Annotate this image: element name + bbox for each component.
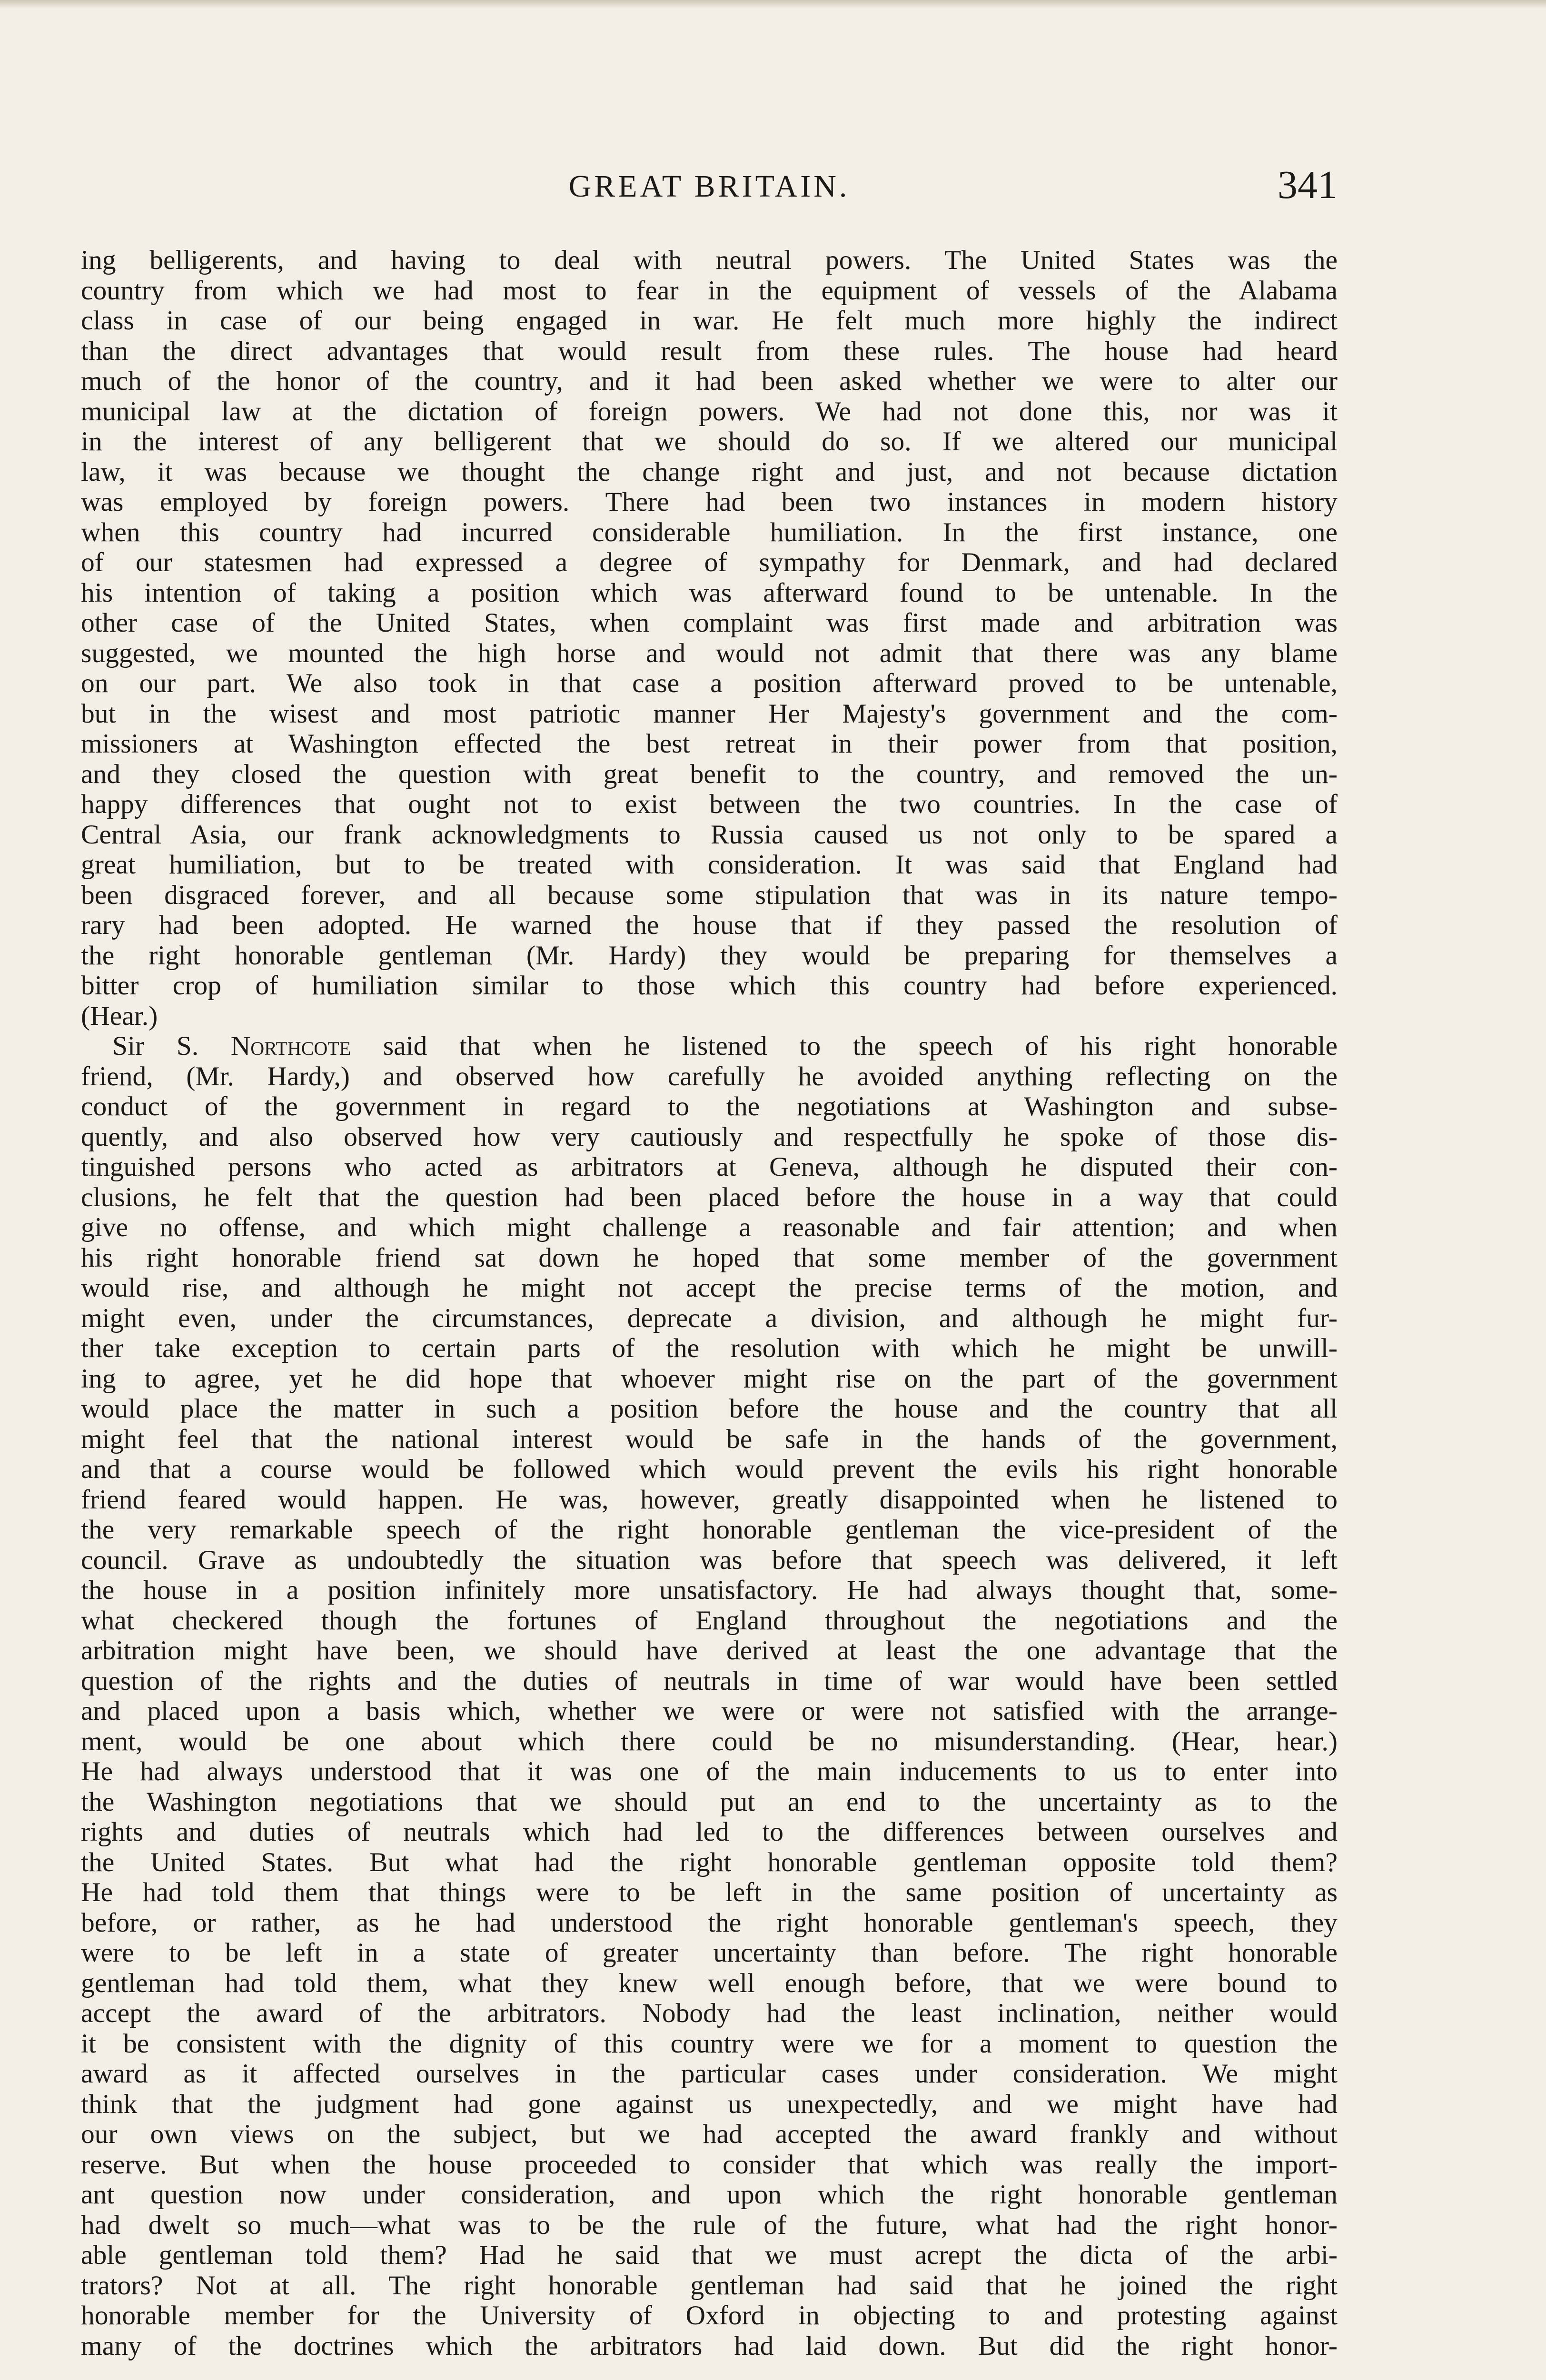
- text-line: the right honorable gentleman (Mr. Hardy) they would be preparing for themselves a: [81, 940, 1338, 971]
- text-line: question of the rights and the duties of neutrals in time of war would have been settled: [81, 1666, 1338, 1696]
- text-line: tinguished persons who acted as arbitrators at Geneva, although he disputed their con-: [81, 1152, 1338, 1182]
- text-line: law, it was because we thought the change right and just, and not because dictation: [81, 456, 1338, 487]
- text-line: much of the honor of the country, and it had been asked whether we were to alter our: [81, 366, 1338, 396]
- text-line: arbitration might have been, we should have derived at least the one advantage that the: [81, 1636, 1338, 1666]
- text-line: class in case of our being engaged in war. He felt much more highly the indirect: [81, 306, 1338, 336]
- running-title: GREAT BRITAIN.: [568, 169, 850, 204]
- text-line: in the interest of any belligerent that we should do so. If we altered our municipal: [81, 426, 1338, 456]
- text-line: the United States. But what had the right honorable gentleman opposite told them?: [81, 1847, 1338, 1877]
- text-line: think that the judgment had gone against us unexpectedly, and we might have had: [81, 2089, 1338, 2119]
- text-line: before, or rather, as he had understood the right honorable gentleman's speech, they: [81, 1907, 1338, 1938]
- text-line: ment, would be one about which there could be no misunderstanding. (Hear, hear.): [81, 1726, 1338, 1756]
- paragraph-northcote: [81, 1031, 1338, 2361]
- text-line: the Washington negotiations that we should put an end to the uncertainty as to the: [81, 1786, 1338, 1817]
- text-line: our own views on the subject, but we had accepted the award frankly and without: [81, 2119, 1338, 2149]
- text-line: suggested, we mounted the high horse and would not admit that there was any blame: [81, 638, 1338, 668]
- text-line: the very remarkable speech of the right honorable gentleman the vice-president of the: [81, 1515, 1338, 1545]
- speaker-name: Northcote: [230, 1031, 351, 1061]
- text-line: conduct of the government in regard to the negotiations at Washington and subse-: [81, 1091, 1338, 1121]
- text-line: rights and duties of neutrals which had led to the differences between ourselves and: [81, 1817, 1338, 1847]
- text-line: quently, and also observed how very cautiously and respectfully he spoke of those dis-: [81, 1121, 1338, 1152]
- text-line: accept the award of the arbitrators. Nobody had the least inclination, neither would: [81, 1998, 1338, 2028]
- text-line: were to be left in a state of greater uncertainty than before. The right honorable: [81, 1938, 1338, 1968]
- speaker-line-rest: said that when he listened to the speech of his right honorable: [351, 1031, 1338, 1061]
- text-line: when this country had incurred considerable humiliation. In the first instance, one: [81, 517, 1338, 547]
- text-line: than the direct advantages that would result from these rules. The house had heard: [81, 336, 1338, 366]
- text-line: ing belligerents, and having to deal with neutral powers. The United States was the: [81, 245, 1338, 275]
- text-line: his intention of taking a position which was afterward found to be untenable. In the: [81, 577, 1338, 608]
- text-line: was employed by foreign powers. There had been two instances in modern history: [81, 487, 1338, 517]
- text-line: friend, (Mr. Hardy,) and observed how carefully he avoided anything reflecting on the: [81, 1061, 1338, 1091]
- text-line: award as it affected ourselves in the particular cases under consideration. We might: [81, 2059, 1338, 2089]
- text-line: of our statesmen had expressed a degree of sympathy for Denmark, and had declared: [81, 547, 1338, 577]
- text-line: Central Asia, our frank acknowledgments to Russia caused us not only to be spared a: [81, 819, 1338, 850]
- text-line: give no offense, and which might challenge a reasonable and fair attention; and when: [81, 1212, 1338, 1242]
- text-line: it be consistent with the dignity of this country were we for a moment to question the: [81, 2028, 1338, 2059]
- text-line: trators? Not at all. The right honorable gentleman had said that he joined the right: [81, 2270, 1338, 2301]
- text-line: ther take exception to certain parts of the resolution with which he might be unwill-: [81, 1333, 1338, 1363]
- text-line: many of the doctrines which the arbitrators had laid down. But did the right honor-: [81, 2330, 1338, 2361]
- text-line: his right honorable friend sat down he hoped that some member of the government: [81, 1242, 1338, 1273]
- text-line: what checkered though the fortunes of England throughout the negotiations and the: [81, 1605, 1338, 1636]
- text-line: honorable member for the University of Oxford in objecting to and protesting against: [81, 2301, 1338, 2330]
- text-line: on our part. We also took in that case a position afterward proved to be untenable,: [81, 668, 1338, 698]
- body-text: [81, 245, 1338, 2361]
- running-head: [81, 162, 1338, 214]
- text-line: would place the matter in such a position before the house and the country that all: [81, 1394, 1338, 1424]
- text-line: would rise, and although he might not accept the precise terms of the motion, and: [81, 1273, 1338, 1303]
- text-line: reserve. But when the house proceeded to consider that which was really the import-: [81, 2149, 1338, 2180]
- text-line: able gentleman told them? Had he said that we must acrept the dicta of the arbi-: [81, 2240, 1338, 2270]
- text-line: He had always understood that it was one of the main inducements to us to enter into: [81, 1756, 1338, 1786]
- text-line: gentleman had told them, what they knew well enough before, that we were bound to: [81, 1968, 1338, 1998]
- text-line: (Hear.): [81, 1001, 158, 1031]
- text-line: might even, under the circumstances, deprecate a division, and although he might fur-: [81, 1303, 1338, 1333]
- text-line: might feel that the national interest would be safe in the hands of the government,: [81, 1424, 1338, 1454]
- speaker-prefix: Sir S.: [112, 1031, 231, 1061]
- text-line: and placed upon a basis which, whether we were or were not satisfied with the arrange-: [81, 1696, 1338, 1726]
- book-page: [81, 0, 1338, 2380]
- text-line: council. Grave as undoubtedly the situation was before that speech was delivered, it left: [81, 1545, 1338, 1575]
- text-line: ing to agree, yet he did hope that whoever might rise on the part of the government: [81, 1363, 1338, 1394]
- text-line: other case of the United States, when complaint was first made and arbitration was: [81, 608, 1338, 638]
- text-line: but in the wisest and most patriotic manner Her Majesty's government and the com-: [81, 698, 1338, 729]
- text-line: clusions, he felt that the question had been placed before the house in a way that could: [81, 1182, 1338, 1212]
- text-line: the house in a position infinitely more unsatisfactory. He had always thought that, some-: [81, 1575, 1338, 1605]
- text-line: happy differences that ought not to exist between the two countries. In the case of: [81, 789, 1338, 819]
- paragraph-continuation: [81, 245, 1338, 1031]
- page-number: 341: [1278, 163, 1338, 207]
- text-line: municipal law at the dictation of foreign powers. We had not done this, nor was it: [81, 396, 1338, 426]
- text-line: rary had been adopted. He warned the house that if they passed the resolution of: [81, 910, 1338, 940]
- text-line: great humiliation, but to be treated with consideration. It was said that England had: [81, 850, 1338, 880]
- text-line: been disgraced forever, and all because some stipulation that was in its nature tempo-: [81, 880, 1338, 910]
- text-line: ant question now under consideration, and upon which the right honorable gentleman: [81, 2180, 1338, 2210]
- text-line: friend feared would happen. He was, however, greatly disappointed when he listened to: [81, 1484, 1338, 1515]
- text-line: and they closed the question with great benefit to the country, and removed the un-: [81, 759, 1338, 789]
- text-line: He had told them that things were to be left in the same position of uncertainty as: [81, 1877, 1338, 1907]
- text-line: had dwelt so much—what was to be the rule of the future, what had the right honor-: [81, 2210, 1338, 2240]
- text-line: [81, 1031, 1338, 1061]
- text-line: and that a course would be followed which would prevent the evils his right honorable: [81, 1454, 1338, 1484]
- text-line: country from which we had most to fear in the equipment of vessels of the Alabama: [81, 275, 1338, 306]
- text-line: bitter crop of humiliation similar to those which this country had before experienced.: [81, 971, 1338, 1001]
- text-line: missioners at Washington effected the best retreat in their power from that position,: [81, 729, 1338, 759]
